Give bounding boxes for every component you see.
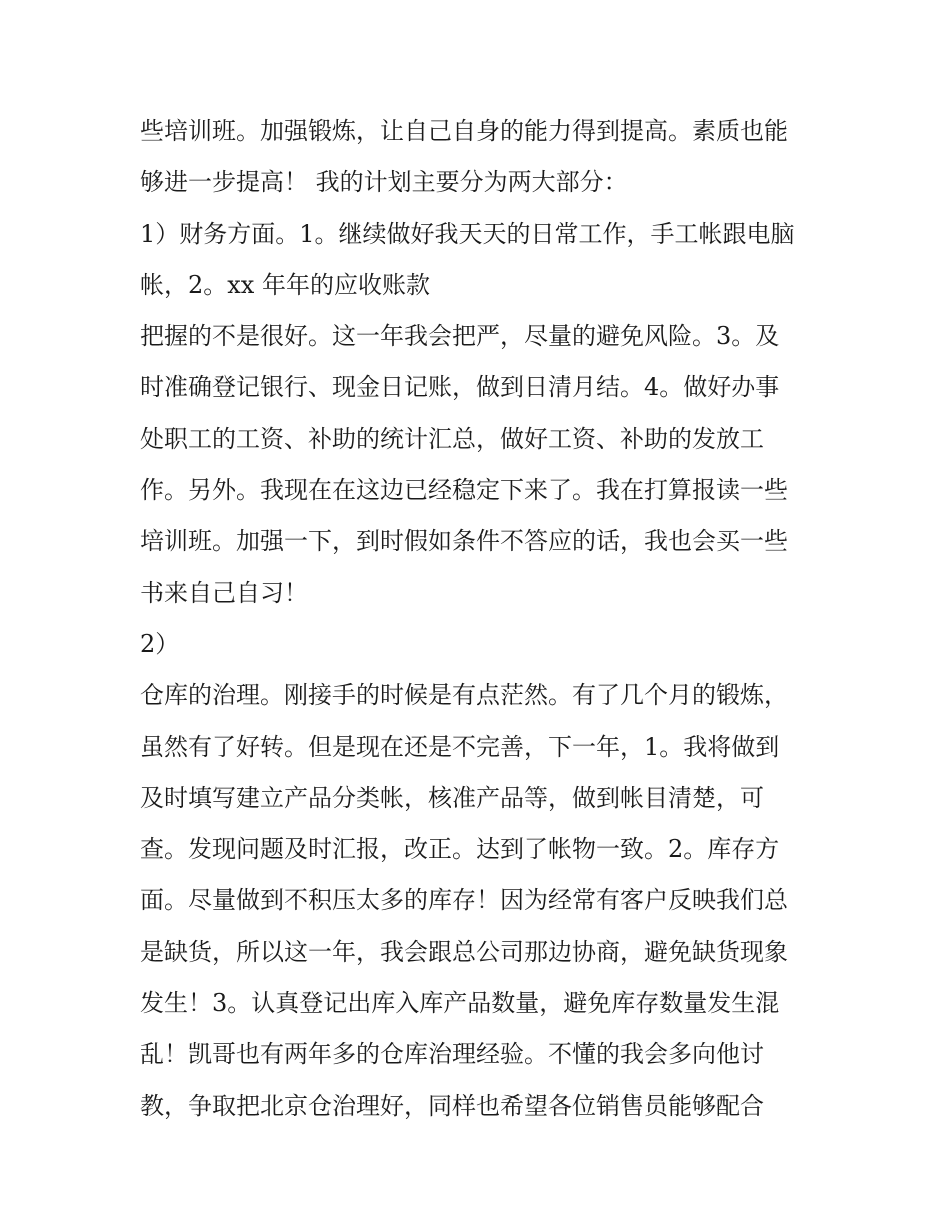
text-line: 发生！3。认真登记出库入库产品数量，避免库存数量发生混 xyxy=(140,989,780,1018)
text-line: 1）财务方面。1。继续做好我天天的日常工作，手工帐跟电脑 xyxy=(140,219,795,248)
text-line: 虽然有了好转。但是现在还是不完善，下一年，1。我将做到 xyxy=(140,732,780,761)
text-line: 把握的不是很好。这一年我会把严，尽量的避免风险。3。及 xyxy=(140,322,780,351)
text-line: 面。尽量做到不积压太多的库存！因为经常有客户反映我们总 xyxy=(140,886,788,915)
text-line: 查。发现问题及时汇报，改正。达到了帐物一致。2。库存方 xyxy=(140,835,780,864)
text-line: 培训班。加强一下，到时假如条件不答应的话，我也会买一些 xyxy=(140,527,788,556)
text-line: 及时填写建立产品分类帐，核准产品等，做到帐目清楚，可 xyxy=(140,783,764,812)
text-line: 教，争取把北京仓治理好，同样也希望各位销售员能够配合 xyxy=(140,1091,764,1120)
text-line: 乱！凯哥也有两年多的仓库治理经验。不懂的我会多向他讨 xyxy=(140,1040,764,1069)
text-line: 处职工的工资、补助的统计汇总，做好工资、补助的发放工 xyxy=(140,424,764,453)
text-line: 时准确登记银行、现金日记账，做到日清月结。4。做好办事 xyxy=(140,373,780,402)
text-line: 仓库的治理。刚接手的时候是有点茫然。有了几个月的锻炼， xyxy=(140,681,788,710)
text-line: 些培训班。加强锻炼，让自己自身的能力得到提高。素质也能 xyxy=(140,117,788,145)
text-line: 帐，2。xx 年年的应收账款 xyxy=(140,270,430,299)
text-line: 书来自己自习！ xyxy=(140,578,308,607)
text-line: 是缺货，所以这一年，我会跟总公司那边协商，避免缺货现象 xyxy=(140,937,788,966)
text-line: 够进一步提高！ 我的计划主要分为两大部分： xyxy=(140,168,628,197)
body-text xyxy=(140,106,820,1132)
text-line: 作。另外。我现在在这边已经稳定下来了。我在打算报读一些 xyxy=(140,476,788,505)
text-line: 2） xyxy=(140,629,180,658)
